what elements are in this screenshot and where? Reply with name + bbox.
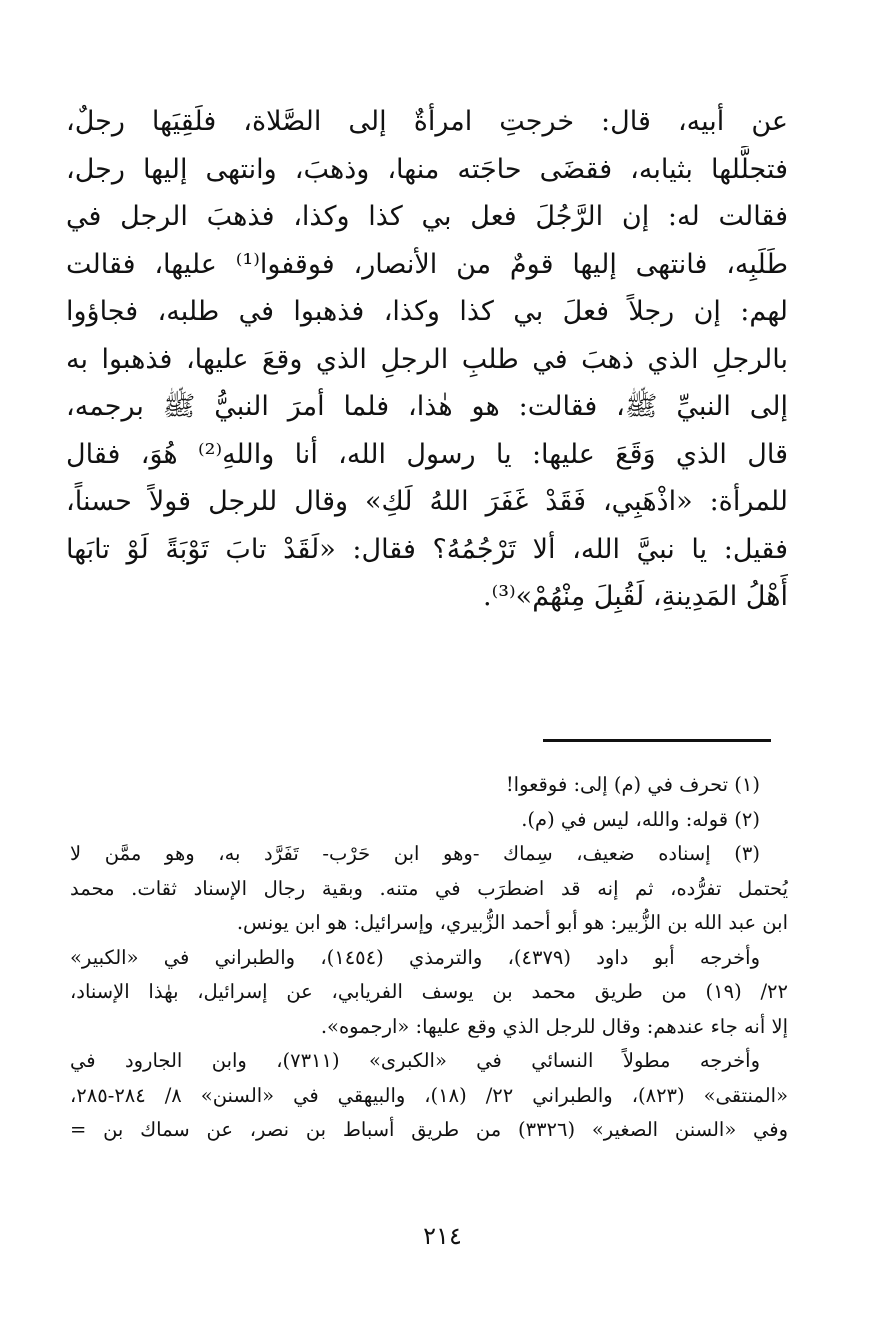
footnote-line: إلا أنه جاء عندهم: وقال للرجل الذي وقع عليها: «ارجموه». — [320, 1014, 788, 1038]
main-text-line: لهم: إن رجلاً فعلَ بي كذا وكذا، فذهبوا في طلبه، فجاؤوا — [66, 296, 788, 327]
footnote-line: (١) تحرف في (م) إلى: فوقعوا! — [505, 773, 760, 796]
main-text-line: أَهْلُ المَدِينةِ، لَقُبِلَ مِنْهُمْ»⁽³⁾. — [483, 581, 788, 612]
main-text-line: عن أبيه، قال: خرجتِ امرأةٌ إلى الصَّلاة، فلَقِيَها رجلٌ، — [66, 106, 788, 137]
main-text-block — [66, 98, 788, 621]
main-text-line: طَلَبِه، فانتهى إليها قومٌ من الأنصار، فوقفوا⁽¹⁾ عليها، فقالت — [66, 248, 788, 280]
footnote-line: (٢) قوله: والله، ليس في (م). — [521, 807, 760, 831]
footnote-line: (٣) إسناده ضعيف، سِماك -وهو ابن حَرْب- تَفَرَّد به، وهو ممَّن لا — [70, 842, 760, 865]
main-text-line: فتجلَّلها بثيابه، فقضَى حاجَته منها، وذهبَ، وانتهى إليها رجل، — [66, 153, 788, 185]
main-text-line: فقيل: يا نبيَّ الله، ألا تَرْجُمُهُ؟ فقال: «لَقَدْ تابَ تَوْبَةً لَوْ تابَها — [66, 533, 788, 565]
footnote-line: وأخرجه مطولاً النسائي في «الكبرى» (٧٣١١)، وابن الجارود في — [70, 1049, 760, 1072]
footnote-line: «المنتقى» (٨٢٣)، والطبراني ٢٢/ (١٨)، والبيهقي في «السنن» ٨/ ٢٨٤-٢٨٥، — [70, 1083, 788, 1107]
main-text-line: فقالت له: إن الرَّجُلَ فعل بي كذا وكذا، فذهبَ الرجل في — [66, 201, 788, 232]
main-text-line: للمرأة: «اذْهَبِي، فَقَدْ غَفَرَ اللهُ لَكِ» وقال للرجل قولاً حسناً، — [66, 486, 788, 517]
footnote-line: ابن عبد الله بن الزُّبير: هو أبو أحمد الزُّبيري، وإسرائيل: هو ابن يونس. — [236, 911, 788, 934]
footnote-line: وفي «السنن الصغير» (٣٣٢٦) من طريق أسباط بن نصر، عن سماك بن = — [70, 1118, 788, 1141]
footnote-line: وأخرجه أبو داود (٤٣٧٩)، والترمذي (١٤٥٤)، والطبراني في «الكبير» — [70, 945, 761, 969]
main-text-line: إلى النبيِّ ﷺ، فقالت: هو هٰذا، فلما أمرَ النبيُّ ﷺ برجمه، — [66, 391, 788, 422]
footnote-separator — [543, 739, 771, 742]
footnote-line: يُحتمل تفرُّده، ثم إنه قد اضطرَب في متنه. وبقية رجال الإسناد ثقات. محمد — [70, 876, 788, 900]
main-text-line: بالرجلِ الذي ذهبَ في طلبِ الرجلِ الذي وقعَ عليها، فذهبوا به — [66, 343, 788, 375]
main-text-line: قال الذي وَقَعَ عليها: يا رسول الله، أنا واللهِ⁽²⁾ هُوَ، فقال — [66, 438, 788, 470]
footnotes-block — [70, 768, 788, 1148]
footnote-line: ٢٢/ (١٩) من طريق محمد بن يوسف الفريابي، عن إسرائيل، بهٰذا الإسناد، — [70, 980, 788, 1003]
page-number: ٢١٤ — [423, 1222, 462, 1250]
